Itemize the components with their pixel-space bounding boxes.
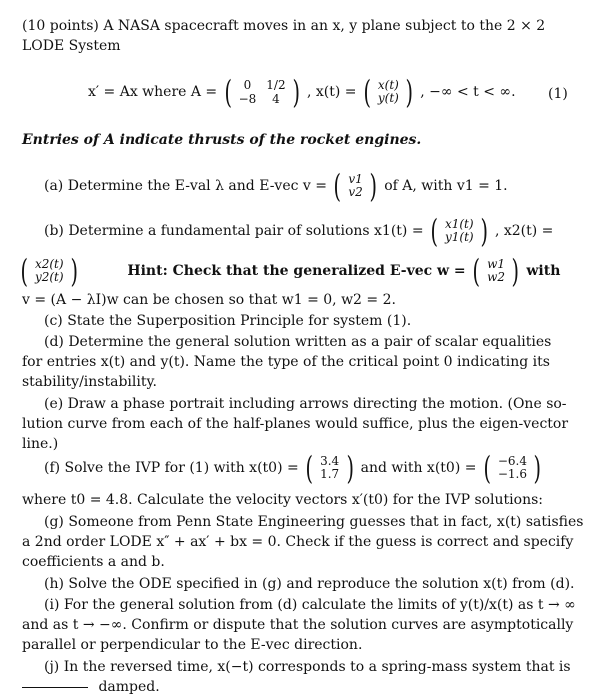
ivp-vector-1: 3.4 1.7 [320,454,340,481]
x1-vector: x1(t) y1(t) [444,217,474,244]
part-g-line-2: a 2nd order LODE x″ + ax′ + bx = 0. Check if the guess is correct and specify [22,534,574,550]
part-a: (a) Determine the E-val λ and E-vec v = ( v1 v2 ) of A, with v1 = 1. [44,167,508,205]
part-d-line-3: stability/instability. [22,374,157,390]
part-j-line-2: damped. [22,679,160,695]
part-d-line-2: for entries x(t) and y(t). Name the type of the critical point 0 indicating its [22,354,550,370]
equation-prefix: x′ = Ax where A = [88,84,218,100]
part-e-line-1: (e) Draw a phase portrait including arrows directing the motion. (One so- [44,396,567,412]
matrix-a: 0 1/2 −8 4 [238,78,286,106]
ivp-vector-2: −6.4 −1.6 [497,454,527,481]
part-h: (h) Solve the ODE specified in (g) and reproduce the solution x(t) from (d). [44,576,575,592]
time-range: , −∞ < t < ∞. [420,84,516,100]
part-e-line-3: line.) [22,436,59,452]
part-g-line-1: (g) Someone from Penn State Engineering guesses that in fact, x(t) satisfies [44,514,584,530]
part-b-line-3: v = (A − λI)w can be chosen so that w1 = 0, w2 = 2. [22,292,396,308]
part-i-line-2: and as t → −∞. Confirm or dispute that the solution curves are asymptotically [22,617,574,633]
part-f-line-1: (f) Solve the IVP for (1) with x(t0) = ( 3.4 1.7 ) and with x(t0) = ( −6.4 −1.6 ) [44,449,542,487]
equation-number: (1) [548,86,568,102]
part-g-line-3: coefficients a and b. [22,554,165,570]
x-definition: , x(t) = [306,84,357,100]
x2-vector: x2(t) y2(t) [34,257,64,284]
v-vector: v1 v2 [348,172,363,199]
part-d-line-1: (d) Determine the general solution written as a pair of scalar equalities [44,334,552,350]
intro-line-2: LODE System [22,38,121,54]
answer-blank[interactable] [22,687,88,688]
intro-line-1: (10 points) A NASA spacecraft moves in an x, y plane subject to the 2 × 2 [22,18,546,34]
part-f-line-2: where t0 = 4.8. Calculate the velocity vectors x′(t0) for the IVP solutions: [22,492,544,508]
part-e-line-2: lution curve from each of the half-planes would suffice, plus the eigen-vector [22,416,569,432]
part-j-line-1: (j) In the reversed time, x(−t) corresponds to a spring-mass system that is [44,659,571,675]
w-vector: w1 w2 [487,257,505,284]
x-vector: x(t) y(t) [377,78,399,105]
part-c: (c) State the Superposition Principle for system (1). [44,313,412,329]
system-equation: x′ = Ax where A = ( 0 1/2 −8 4 ) , x(t) = ( x(t) y(t) ) , −∞ < t < ∞. [88,73,516,111]
thrusts-note: Entries of A indicate thrusts of the rocket engines. [22,132,422,148]
part-i-line-3: parallel or perpendicular to the E-vec direction. [22,637,363,653]
part-i-line-1: (i) For the general solution from (d) calculate the limits of y(t)/x(t) as t → ∞ [44,597,576,613]
part-b-line-1: (b) Determine a fundamental pair of solutions x1(t) = ( x1(t) y1(t) ) , x2(t) = [44,212,554,250]
hint-text: Hint: Check that the generalized E-vec w = [127,263,466,279]
part-b-line-2: ( x2(t) y2(t) ) Hint: Check that the generalized E-vec w = ( w1 w2 ) with [20,252,561,290]
